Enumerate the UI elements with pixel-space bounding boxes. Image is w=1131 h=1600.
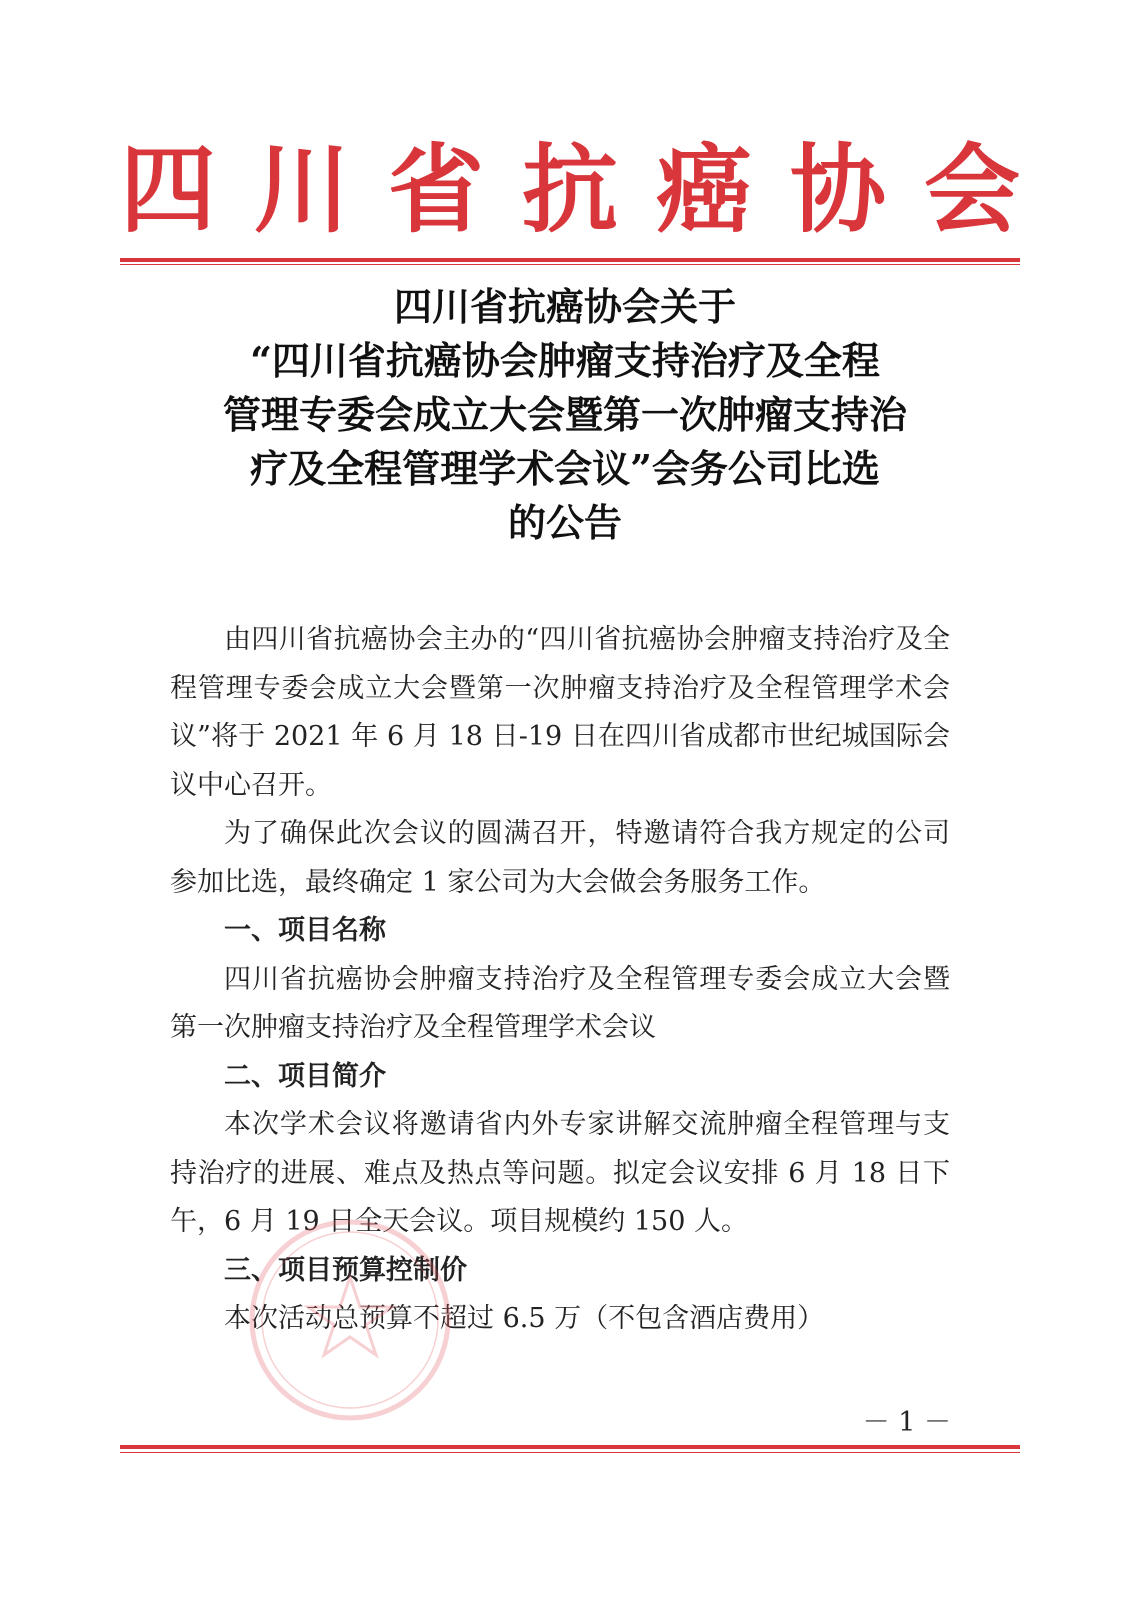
section-text-budget: 本次活动总预算不超过 6.5 万（不包含酒店费用） bbox=[224, 1303, 825, 1334]
document-title bbox=[150, 280, 980, 550]
letterhead-char: 川 bbox=[254, 134, 350, 246]
letterhead-char: 抗 bbox=[522, 134, 618, 246]
section-text-project-intro: 本次学术会议将邀请省内外专家讲解交流肿瘤全程管理与支持治疗的进展、难点及热点等问题。拟定会议安排 6 月 18 日下午，6 月 19 日全天会议。项目规模约 150 人。 bbox=[170, 1109, 950, 1237]
official-seal-stamp bbox=[245, 1215, 455, 1425]
title-line: 的公告 bbox=[507, 500, 622, 545]
section-heading-project-name: 一、项目名称 bbox=[224, 915, 386, 946]
title-line: 管理专委会成立大会暨第一次肿瘤支持治 bbox=[222, 392, 907, 437]
letterhead-divider-thin bbox=[120, 264, 1020, 265]
purpose-paragraph: 为了确保此次会议的圆满召开，特邀请符合我方规定的公司参加比选，最终确定 1 家公司为大会做会务服务工作。 bbox=[170, 818, 950, 898]
letterhead-char: 四 bbox=[120, 134, 216, 246]
footer-divider-thin bbox=[120, 1452, 1020, 1453]
page-number: － 1 － bbox=[862, 1407, 951, 1438]
intro-paragraph: 由四川省抗癌协会主办的“四川省抗癌协会肿瘤支持治疗及全程管理专委会成立大会暨第一次肿瘤支持治疗及全程管理学术会议”将于 2021 年 6 月 18 日-19 日在四川省成都市世纪城国际会议中心召开。 bbox=[170, 624, 950, 801]
section-heading-budget: 三、项目预算控制价 bbox=[224, 1254, 467, 1286]
footer-divider bbox=[120, 1445, 1020, 1449]
letterhead-char: 会 bbox=[924, 134, 1020, 246]
title-line: 四川省抗癌协会关于 bbox=[393, 284, 736, 329]
section-heading-project-intro: 二、项目简介 bbox=[224, 1060, 386, 1092]
letterhead-char: 协 bbox=[790, 134, 886, 246]
organization-letterhead bbox=[120, 130, 1020, 250]
letterhead-divider bbox=[120, 258, 1020, 262]
title-line: “四川省抗癌协会肿瘤支持治疗及全程 bbox=[250, 338, 880, 383]
letterhead-char: 癌 bbox=[656, 134, 752, 246]
section-text-project-name: 四川省抗癌协会肿瘤支持治疗及全程管理专委会成立大会暨第一次肿瘤支持治疗及全程管理学术会议 bbox=[170, 963, 950, 1043]
letterhead-char: 省 bbox=[388, 134, 484, 246]
title-line: 疗及全程管理学术会议”会务公司比选 bbox=[250, 446, 880, 491]
